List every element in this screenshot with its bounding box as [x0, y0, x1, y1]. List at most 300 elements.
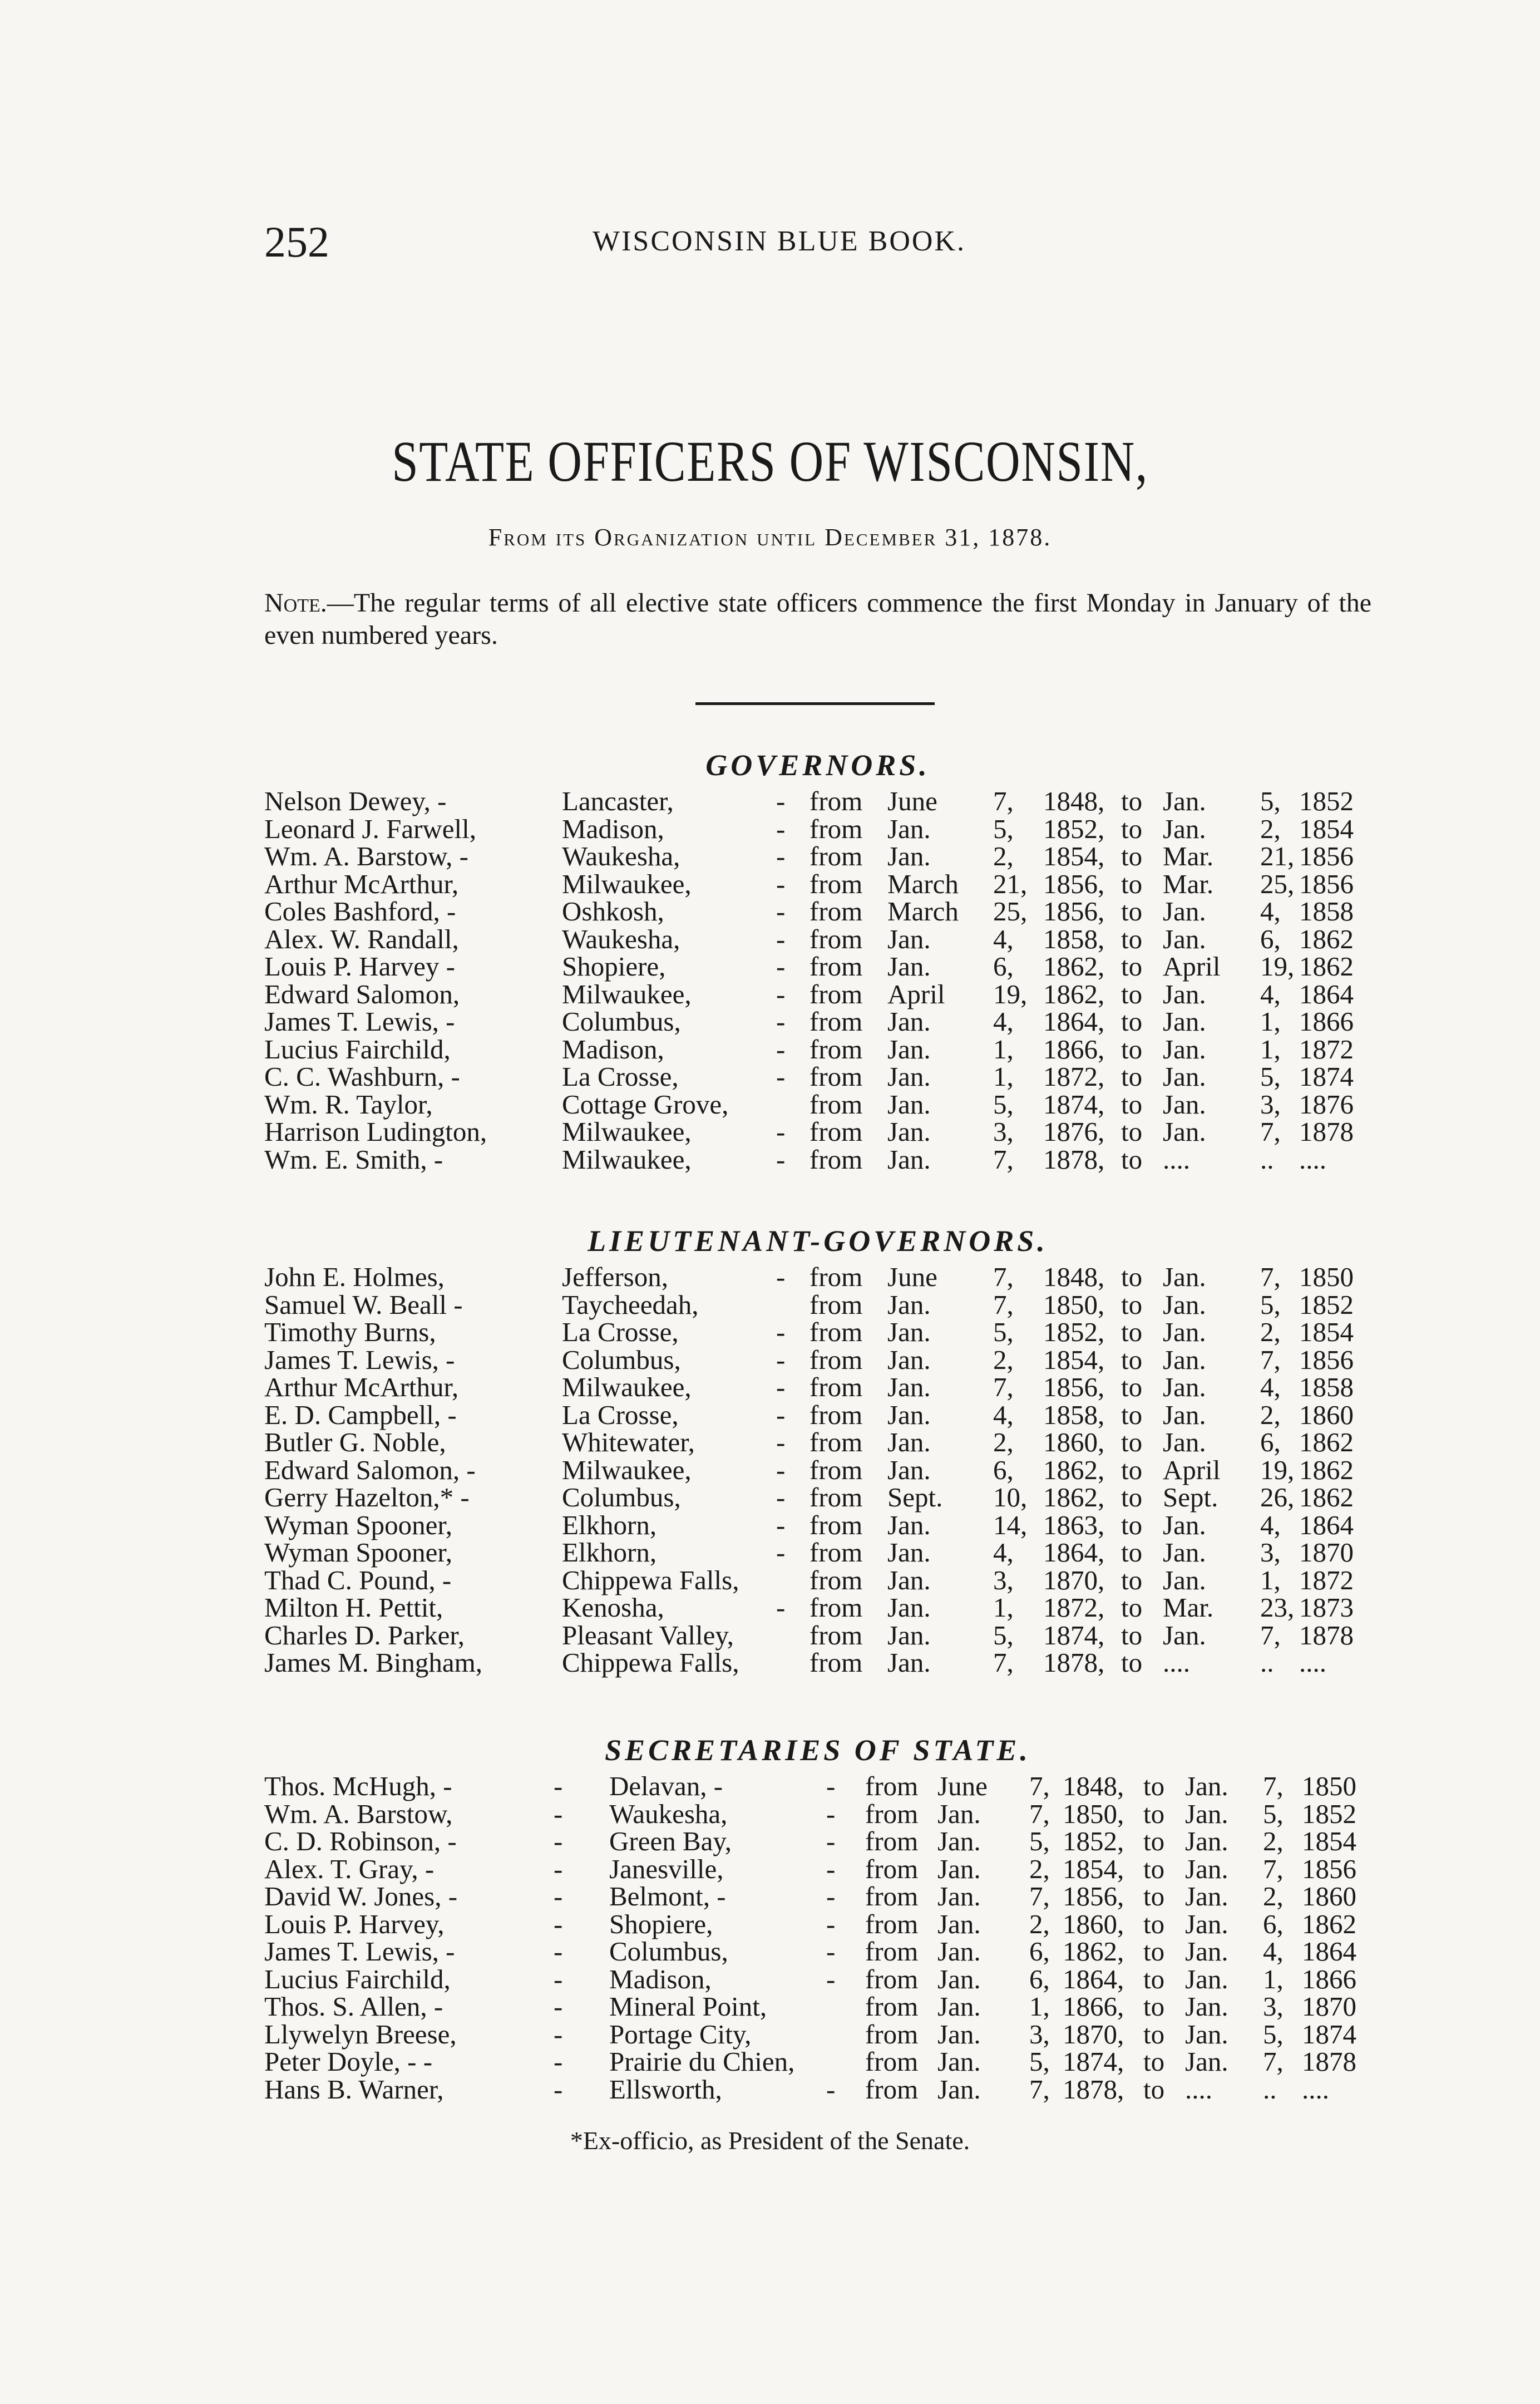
officer-row [264, 1993, 1371, 2021]
officer-to-month: Jan. [1163, 813, 1206, 844]
officer-from-day: 7, [993, 1647, 1014, 1678]
officer-dash: - [776, 1372, 786, 1402]
officer-row [264, 1855, 1371, 1883]
officer-to-year: 1866 [1302, 1963, 1356, 1994]
officer-dash: - [776, 951, 786, 982]
officer-dash1: - [554, 2046, 563, 2077]
officer-to-month: Jan. [1163, 1006, 1206, 1037]
officer-from-word: from [810, 1033, 863, 1065]
officer-dash: - [776, 868, 786, 899]
officer-row [264, 2048, 1371, 2076]
officer-name: John E. Holmes, [264, 1262, 445, 1292]
officer-row [264, 1088, 1371, 1120]
officer-to-word: to [1121, 1262, 1143, 1292]
officer-to-year: 1856 [1299, 841, 1354, 871]
officer-row [264, 2018, 1371, 2050]
officer-place: Belmont, - [609, 1881, 726, 1912]
running-title: WISCONSIN BLUE BOOK. [593, 225, 966, 257]
officer-from-month: Jan. [937, 1881, 981, 1912]
officer-from-month: Jan. [887, 1317, 931, 1347]
officer-from-month: Jan. [887, 1372, 931, 1402]
officer-from-month: Jan. [887, 1509, 931, 1540]
officer-from-year: 1848, [1063, 1771, 1124, 1801]
officer-to-year: 1852 [1302, 1798, 1356, 1829]
officer-from-word: from [865, 1881, 919, 1912]
officer-from-word: from [865, 2073, 919, 2105]
officer-from-word: from [810, 1144, 863, 1175]
officer-from-word: from [810, 1647, 863, 1678]
officer-place: Shopiere, [609, 1908, 713, 1939]
officer-from-year: 1862, [1063, 1936, 1124, 1967]
officer-from-word: from [810, 923, 863, 954]
officer-to-year: 1870 [1299, 1537, 1354, 1568]
officer-name: Louis P. Harvey, [264, 1908, 445, 1939]
officer-from-year: 1870, [1043, 1564, 1105, 1595]
officer-from-month: Jan. [937, 1991, 981, 2022]
officer-to-year: 1864 [1299, 1509, 1354, 1540]
officer-to-word: to [1121, 896, 1143, 927]
officer-to-month: April [1163, 951, 1221, 982]
officer-from-year: 1878, [1043, 1647, 1105, 1678]
officer-from-month: Jan. [887, 841, 931, 871]
officer-from-word: from [810, 896, 863, 927]
officer-to-word: to [1143, 1936, 1165, 1967]
officer-from-year: 1864, [1063, 1963, 1124, 1994]
officer-place: Waukesha, [562, 923, 680, 954]
officer-from-word: from [810, 1537, 863, 1568]
officer-from-day: 14, [993, 1509, 1028, 1540]
officer-to-month: Jan. [1163, 978, 1206, 1009]
officer-from-day: 6, [1029, 1936, 1050, 1967]
officer-name: Wm. A. Barstow, [264, 1798, 453, 1829]
officer-to-year: 1858 [1299, 896, 1354, 927]
officer-to-month: Jan. [1185, 1771, 1228, 1801]
officer-from-day: 7, [1029, 1771, 1050, 1801]
officer-to-day: 21, [1260, 841, 1295, 871]
officer-to-year: 1872 [1299, 1033, 1354, 1065]
officer-to-day: 25, [1260, 868, 1295, 899]
officer-row [264, 870, 1371, 898]
officer-from-year: 1860, [1063, 1908, 1124, 1939]
officer-to-word: to [1121, 1537, 1143, 1568]
officer-from-year: 1858, [1043, 923, 1105, 954]
officer-to-year: 1872 [1299, 1564, 1354, 1595]
officer-dash: - [826, 1908, 836, 1939]
officer-row [264, 1484, 1371, 1511]
officer-from-year: 1866, [1043, 1033, 1105, 1065]
officer-to-word: to [1121, 1564, 1143, 1595]
officer-dash1: - [554, 1991, 563, 2022]
officer-name: Coles Bashford, - [264, 896, 456, 927]
officer-to-word: to [1121, 1427, 1143, 1457]
officer-to-word: to [1121, 813, 1143, 844]
officer-row [264, 1965, 1371, 1993]
officer-to-word: to [1121, 1647, 1143, 1678]
officer-to-day: 7, [1260, 1619, 1281, 1651]
officer-row [264, 1594, 1371, 1622]
officer-from-month: Jan. [887, 1061, 931, 1092]
section-heading: LIEUTENANT-GOVERNORS. [588, 1224, 1048, 1258]
officer-row [264, 1318, 1371, 1346]
officer-to-month: Jan. [1163, 1289, 1206, 1320]
officer-to-day: 7, [1260, 1344, 1281, 1375]
officer-name: Harrison Ludington, [264, 1116, 487, 1147]
officer-from-day: 7, [1029, 2073, 1050, 2105]
officer-name: Wm. R. Taylor, [264, 1088, 433, 1120]
officer-place: Milwaukee, [562, 1454, 692, 1485]
officer-row [264, 1291, 1371, 1319]
officer-to-month: Sept. [1163, 1482, 1218, 1513]
officer-to-year: .... [1299, 1144, 1326, 1175]
officer-dash: - [826, 1963, 836, 1994]
officer-to-word: to [1121, 1372, 1143, 1402]
officer-to-word: to [1143, 1826, 1165, 1856]
officer-dash1: - [554, 1771, 563, 1801]
officer-dash: - [776, 1006, 786, 1037]
officer-from-month: Jan. [937, 2018, 981, 2050]
officer-to-month: Jan. [1185, 2046, 1228, 2077]
officer-to-year: 1856 [1299, 1344, 1354, 1375]
officer-dash: - [776, 813, 786, 844]
officer-from-month: June [887, 786, 937, 816]
officer-to-day: 4, [1260, 896, 1281, 927]
officer-row [264, 1456, 1371, 1484]
officer-place: Milwaukee, [562, 1372, 692, 1402]
officer-place: Taycheedah, [562, 1289, 699, 1320]
officer-to-day: 5, [1260, 786, 1281, 816]
officer-name: James T. Lewis, - [264, 1936, 455, 1967]
officer-from-month: Jan. [937, 1853, 981, 1884]
officer-from-year: 1872, [1043, 1592, 1105, 1623]
officer-to-word: to [1143, 1853, 1165, 1884]
officer-place: La Crosse, [562, 1317, 679, 1347]
officer-from-year: 1878, [1063, 2073, 1124, 2105]
officer-from-day: 3, [993, 1564, 1014, 1595]
officer-from-word: from [810, 1344, 863, 1375]
officer-dash: - [776, 1033, 786, 1065]
officer-to-month: Jan. [1185, 1991, 1228, 2022]
officer-from-month: Jan. [887, 1006, 931, 1037]
officer-name: Hans B. Warner, [264, 2073, 444, 2105]
officer-row [264, 1566, 1371, 1594]
officer-from-word: from [810, 1509, 863, 1540]
officer-from-month: Jan. [937, 1908, 981, 1939]
officer-name: Milton H. Pettit, [264, 1592, 443, 1623]
officer-to-month: Jan. [1163, 1317, 1206, 1347]
officer-from-year: 1850, [1063, 1798, 1124, 1829]
officer-from-year: 1856, [1043, 1372, 1105, 1402]
officer-name: James T. Lewis, - [264, 1006, 455, 1037]
officer-to-year: 1858 [1299, 1372, 1354, 1402]
officer-from-day: 1, [1029, 1991, 1050, 2022]
officer-row [264, 1910, 1371, 1938]
officer-row [264, 898, 1371, 925]
officer-to-word: to [1143, 2073, 1165, 2105]
officer-to-word: to [1121, 1619, 1143, 1651]
officer-name: Wyman Spooner, [264, 1509, 453, 1540]
officer-place: Jefferson, [562, 1262, 668, 1292]
officer-to-year: 1850 [1302, 1771, 1356, 1801]
officer-to-year: 1866 [1299, 1006, 1354, 1037]
officer-from-year: 1850, [1043, 1289, 1105, 1320]
officer-from-word: from [810, 786, 863, 816]
officer-from-word: from [865, 1853, 919, 1884]
officer-from-day: 3, [993, 1116, 1014, 1147]
officer-from-word: from [810, 1088, 863, 1120]
officer-row [264, 843, 1371, 870]
officer-to-word: to [1121, 1116, 1143, 1147]
officer-to-month: Jan. [1163, 1344, 1206, 1375]
officer-name: Thos. McHugh, - [264, 1771, 452, 1801]
officer-from-month: Jan. [887, 1592, 931, 1623]
officer-to-day: 7, [1260, 1262, 1281, 1292]
officer-to-year: 1862 [1299, 1427, 1354, 1457]
section-divider [695, 702, 935, 705]
officer-from-day: 21, [993, 868, 1028, 899]
officer-to-word: to [1121, 951, 1143, 982]
officer-dash: - [826, 1826, 836, 1856]
officer-to-day: .. [1263, 2073, 1277, 2105]
officer-to-day: 26, [1260, 1482, 1295, 1513]
section-secretaries-of-state [264, 1728, 1371, 2103]
officer-to-day: 7, [1263, 1853, 1284, 1884]
officer-name: Louis P. Harvey - [264, 951, 455, 982]
officer-name: Wm. E. Smith, - [264, 1144, 443, 1175]
officer-dash1: - [554, 1908, 563, 1939]
officer-to-word: to [1121, 1144, 1143, 1175]
officer-from-word: from [810, 1619, 863, 1651]
officer-to-word: to [1143, 1963, 1165, 1994]
officer-to-word: to [1143, 1798, 1165, 1829]
officer-dash1: - [554, 1853, 563, 1884]
officer-place: Portage City, [609, 2018, 752, 2050]
officer-row [264, 953, 1371, 981]
officer-to-day: 5, [1263, 2018, 1284, 2050]
officer-place: Milwaukee, [562, 1144, 692, 1175]
officer-from-year: 1860, [1043, 1427, 1105, 1457]
officer-name: Wyman Spooner, [264, 1537, 453, 1568]
officer-row [264, 815, 1371, 843]
officer-from-day: 1, [993, 1061, 1014, 1092]
officer-from-year: 1866, [1063, 1991, 1124, 2022]
officer-to-word: to [1121, 1289, 1143, 1320]
officer-from-day: 4, [993, 1006, 1014, 1037]
officer-dash: - [826, 1936, 836, 1967]
officer-to-word: to [1121, 1509, 1143, 1540]
officer-to-word: to [1121, 786, 1143, 816]
officer-to-day: .. [1260, 1647, 1274, 1678]
officer-row [264, 787, 1371, 815]
officer-name: Alex. T. Gray, - [264, 1853, 435, 1884]
officer-to-month: Jan. [1163, 1033, 1206, 1065]
officer-to-day: 5, [1260, 1289, 1281, 1320]
officer-to-year: 1854 [1299, 1317, 1354, 1347]
officer-from-word: from [865, 2018, 919, 2050]
footnote: *Ex-officio, as President of the Senate. [570, 2126, 970, 2155]
officer-row [264, 1346, 1371, 1374]
officer-place: Janesville, [609, 1853, 724, 1884]
officer-to-day: 7, [1263, 1771, 1284, 1801]
officer-to-month: Jan. [1185, 1826, 1228, 1856]
officer-from-month: June [887, 1262, 937, 1292]
officer-name: Wm. A. Barstow, - [264, 841, 468, 871]
officer-dash: - [776, 1482, 786, 1513]
officer-to-year: 1878 [1299, 1619, 1354, 1651]
officer-dash: - [776, 1116, 786, 1147]
officer-row [264, 925, 1371, 953]
officer-from-day: 6, [1029, 1963, 1050, 1994]
page-title: STATE OFFICERS OF WISCONSIN, [392, 430, 1148, 494]
officer-to-month: Jan. [1163, 1116, 1206, 1147]
officer-to-year: .... [1302, 2073, 1329, 2105]
officer-place: Columbus, [562, 1482, 681, 1513]
officer-place: Chippewa Falls, [562, 1647, 739, 1678]
officer-dash: - [776, 896, 786, 927]
officer-place: Columbus, [609, 1936, 728, 1967]
officer-to-month: Jan. [1163, 1537, 1206, 1568]
officer-from-day: 6, [993, 1454, 1014, 1485]
officer-from-month: Jan. [887, 1289, 931, 1320]
officer-from-word: from [810, 1061, 863, 1092]
officer-to-month: Jan. [1163, 1262, 1206, 1292]
officer-name: David W. Jones, - [264, 1881, 458, 1912]
note-text: —The regular terms of all elective state officers commence the first Monday in January of the even numbered years. [264, 588, 1371, 650]
officer-to-year: 1874 [1302, 2018, 1356, 2050]
officer-row [264, 1619, 1371, 1651]
officer-from-day: 5, [993, 813, 1014, 844]
officer-list [264, 1772, 1371, 2103]
officer-from-month: March [887, 868, 959, 899]
officer-from-year: 1862, [1043, 1454, 1105, 1485]
officer-to-year: 1862 [1299, 1454, 1354, 1485]
section-heading: GOVERNORS. [705, 748, 930, 782]
officer-to-day: 23, [1260, 1592, 1295, 1623]
officer-row [264, 1938, 1371, 1965]
officer-place: Delavan, - [609, 1771, 723, 1801]
officer-from-day: 7, [993, 1289, 1014, 1320]
officer-from-word: from [810, 1289, 863, 1320]
officer-from-month: Jan. [937, 1936, 981, 1967]
officer-from-day: 5, [993, 1619, 1014, 1651]
officer-from-year: 1863, [1043, 1509, 1105, 1540]
officer-to-month: Jan. [1163, 1509, 1206, 1540]
officer-to-year: 1876 [1299, 1088, 1354, 1120]
officer-to-word: to [1121, 841, 1143, 871]
officer-name: Edward Salomon, [264, 978, 460, 1009]
officer-to-word: to [1121, 1344, 1143, 1375]
officer-to-month: Jan. [1163, 1399, 1206, 1430]
officer-from-word: from [810, 813, 863, 844]
officer-to-word: to [1121, 1482, 1143, 1513]
officer-from-day: 7, [993, 1372, 1014, 1402]
officer-from-year: 1874, [1043, 1619, 1105, 1651]
officer-to-month: Jan. [1185, 1963, 1228, 1994]
officer-row [264, 2073, 1371, 2105]
officer-row [264, 1146, 1371, 1174]
officer-row [264, 1401, 1371, 1429]
officer-row [264, 1033, 1371, 1065]
officer-to-day: 5, [1260, 1061, 1281, 1092]
officer-to-day: 3, [1263, 1991, 1284, 2022]
officer-place: Elkhorn, [562, 1509, 657, 1540]
officer-from-word: from [810, 1372, 863, 1402]
officer-place: Oshkosh, [562, 896, 664, 927]
officer-name: Nelson Dewey, - [264, 786, 447, 816]
officer-to-word: to [1121, 1033, 1143, 1065]
officer-to-year: 1856 [1302, 1853, 1356, 1884]
officer-to-day: 2, [1260, 813, 1281, 844]
officer-to-day: 6, [1263, 1908, 1284, 1939]
officer-from-year: 1852, [1063, 1826, 1124, 1856]
officer-to-year: 1878 [1299, 1116, 1354, 1147]
officer-dash1: - [554, 1936, 563, 1967]
officer-from-month: Jan. [887, 1344, 931, 1375]
officer-from-word: from [810, 1454, 863, 1485]
officer-to-word: to [1121, 868, 1143, 899]
officer-dash: - [776, 1144, 786, 1175]
officer-from-month: Jan. [887, 1454, 931, 1485]
officer-name: Thos. S. Allen, - [264, 1991, 443, 2022]
officer-to-day: 19, [1260, 951, 1295, 982]
officer-name: Arthur McArthur, [264, 1372, 459, 1402]
officer-from-day: 25, [993, 896, 1028, 927]
officer-place: Milwaukee, [562, 1116, 692, 1147]
officer-to-word: to [1121, 978, 1143, 1009]
officer-dash: - [776, 841, 786, 871]
officer-to-year: 1862 [1299, 951, 1354, 982]
officer-to-month: Jan. [1185, 1936, 1228, 1967]
officer-to-month: Jan. [1163, 1619, 1206, 1651]
officer-from-year: 1862, [1043, 978, 1105, 1009]
officer-dash: - [776, 1509, 786, 1540]
officer-from-year: 1878, [1043, 1144, 1105, 1175]
officer-from-month: Jan. [887, 1116, 931, 1147]
officer-dash1: - [554, 1826, 563, 1856]
page-subtitle: From its Organization until December 31, 1878. [488, 524, 1052, 551]
section-lieutenant-governors [264, 1219, 1371, 1677]
officer-to-day: 3, [1260, 1088, 1281, 1120]
officer-from-month: Jan. [887, 951, 931, 982]
officer-from-word: from [865, 1991, 919, 2022]
officer-dash: - [826, 1771, 836, 1801]
officer-to-year: 1878 [1302, 2046, 1356, 2077]
officer-to-month: Jan. [1185, 1798, 1228, 1829]
officer-to-year: 1850 [1299, 1262, 1354, 1292]
officer-name: Edward Salomon, - [264, 1454, 476, 1485]
officer-to-month: Jan. [1185, 1908, 1228, 1939]
officer-from-word: from [810, 1262, 863, 1292]
officer-from-day: 3, [1029, 2018, 1050, 2050]
officer-to-word: to [1121, 1454, 1143, 1485]
officer-from-year: 1858, [1043, 1399, 1105, 1430]
officer-from-year: 1848, [1043, 786, 1105, 816]
officer-to-year: 1873 [1299, 1592, 1354, 1623]
officer-to-day: 2, [1260, 1399, 1281, 1430]
officer-to-year: 1870 [1302, 1991, 1356, 2022]
officer-from-day: 2, [993, 1344, 1014, 1375]
officer-from-day: 7, [993, 1144, 1014, 1175]
officer-to-year: 1856 [1299, 868, 1354, 899]
officer-dash: - [776, 1537, 786, 1568]
officer-from-year: 1854, [1043, 841, 1105, 871]
officer-place: Lancaster, [562, 786, 674, 816]
officer-to-year: 1854 [1302, 1826, 1356, 1856]
officer-to-word: to [1143, 1908, 1165, 1939]
officer-dash: - [776, 1317, 786, 1347]
officer-name: C. D. Robinson, - [264, 1826, 457, 1856]
officer-row [264, 1373, 1371, 1401]
officer-dash: - [776, 1344, 786, 1375]
